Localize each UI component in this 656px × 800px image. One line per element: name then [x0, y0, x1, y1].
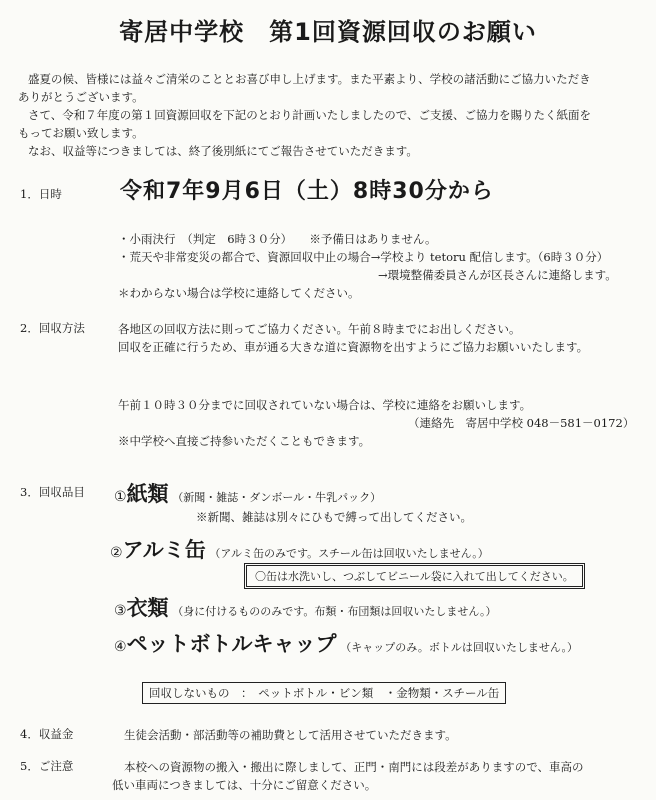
- section-3-label: 3．回収品目: [20, 485, 85, 499]
- item-paper-number: ①: [114, 489, 127, 505]
- item-caps-number: ④: [114, 639, 127, 655]
- item-paper: [114, 478, 381, 508]
- intro-line-5: なお、収益等につきましては、終了後別紙にてご報告させていただきます。: [28, 144, 418, 158]
- item-caps: [114, 628, 578, 658]
- page-title: 寄居中学校 第1回資源回収のお願い: [119, 18, 537, 46]
- section-1-line-3: →環境整備委員さんが区長さんに連絡します。: [378, 268, 617, 282]
- not-collected-box: 回収しないもの ： ペットボトル・ビン類 ・金物類・スチール缶: [142, 682, 506, 704]
- item-paper-desc: （新聞・雑誌・ダンボール・牛乳パック）: [172, 491, 382, 504]
- can-note-box: 〇缶は水洗いし、つぶしてビニール袋に入れて出してください。: [244, 563, 585, 589]
- event-date: 令和7年9月6日（土）8時30分から: [120, 179, 494, 204]
- section-2-label: 2．回収方法: [20, 321, 85, 335]
- item-paper-name: 紙類: [126, 482, 169, 506]
- item-clothes-name: 衣類: [126, 596, 169, 620]
- item-caps-name: ペットボトルキャップ: [126, 632, 337, 656]
- section-5-label: 5．ご注意: [20, 759, 74, 773]
- item-caps-desc: （キャップのみ。ボトルは回収いたしません。）: [340, 641, 579, 654]
- intro-line-4: もってお願い致します。: [18, 126, 144, 140]
- section-1-line-4: ＊わからない場合は学校に連絡してください。: [118, 286, 360, 300]
- paper-note: ※新聞、雑誌は別々にひもで縛って出してください。: [196, 510, 472, 524]
- section-2-line-1: 各地区の回収方法に則ってご協力ください。午前８時までにお出しください。: [118, 322, 521, 336]
- intro-line-3: さて、令和７年度の第１回資源回収を下記のとおり計画いたしましたので、ご支援、ご協力を賜りたく紙面を: [28, 108, 592, 122]
- contact-info: （連絡先 寄居中学校 048－581－0172）: [408, 416, 635, 430]
- caution-line-1: 本校への資源物の搬入・搬出に際しまして、正門・南門には段差がありますので、車高の: [124, 760, 584, 774]
- item-clothes-number: ③: [114, 603, 127, 619]
- caution-line-2: 低い車両につきましては、十分にご留意ください。: [112, 778, 377, 792]
- intro-line-2: ありがとうございます。: [18, 90, 144, 104]
- item-clothes: [114, 592, 497, 622]
- section-4-label: 4．収益金: [20, 727, 74, 741]
- item-cans: [110, 534, 489, 564]
- item-clothes-desc: （身に付けるもののみです。布類・布団類は回収いたしません。）: [172, 605, 497, 618]
- section-2-line-3: 午前１０時３０分までに回収されていない場合は、学校に連絡をお願いします。: [118, 398, 532, 412]
- section-1-line-1: ・小雨決行 （判定 6時３０分） ※予備日はありません。: [118, 232, 437, 246]
- proceeds-text: 生徒会活動・部活動等の補助費として活用させていただきます。: [124, 728, 457, 742]
- section-2-line-2: 回収を正確に行うため、車が通る大きな道に資源物を出すようにご協力お願いいたします。: [118, 340, 589, 354]
- section-1-label: 1．日時: [20, 187, 62, 201]
- item-cans-desc: （アルミ缶のみです。スチール缶は回収いたしません。）: [209, 547, 489, 560]
- item-cans-number: ②: [110, 545, 123, 561]
- item-cans-name: アルミ缶: [122, 538, 206, 562]
- intro-line-1: 盛夏の候、皆様には益々ご清栄のこととお喜び申し上げます。また平素より、学校の諸活動にご協力いただき: [28, 72, 591, 86]
- section-2-line-5: ※中学校へ直接ご持参いただくこともできます。: [118, 434, 371, 448]
- section-1-line-2: ・荒天や非常変災の都合で、資源回収中止の場合→学校より tetoru 配信します。（6時３０分）: [118, 250, 609, 264]
